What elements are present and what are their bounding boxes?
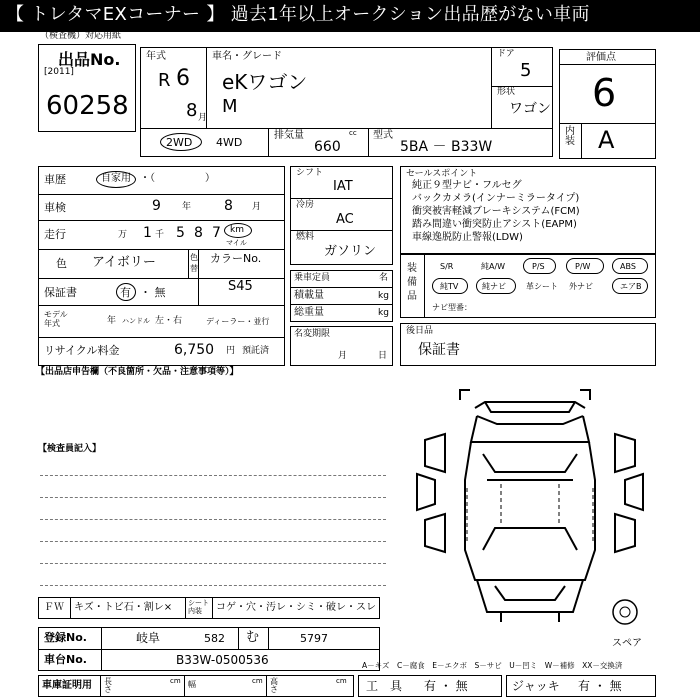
fw-label: ＦＷ xyxy=(44,602,64,613)
doors-value: 5 xyxy=(520,60,532,81)
recycle-note: 預託済 xyxy=(242,346,270,356)
load-unit: kg xyxy=(378,291,389,301)
equip-abs: ABS xyxy=(620,262,636,271)
chassis-label: 車台No. xyxy=(44,653,87,666)
year-value: 6 xyxy=(176,66,190,91)
inspection-month: 8 xyxy=(224,198,233,214)
lot-label: 出品No. xyxy=(58,50,121,69)
registration-office: 岐阜 xyxy=(136,631,161,645)
score-label: 評価点 xyxy=(586,52,616,63)
garage-height: 高さ xyxy=(270,677,278,694)
fuel-value: ガソリン xyxy=(324,244,377,259)
equip-ps: P/S xyxy=(532,262,545,271)
equip-sr: S/R xyxy=(440,262,454,271)
month-value: 8 xyxy=(186,100,198,121)
tools-label: 工 具 xyxy=(366,679,403,693)
color-no-value: S45 xyxy=(228,279,253,294)
reg-deadline-month: 月 xyxy=(338,351,348,361)
model-value: 5BA － B33W xyxy=(400,139,493,155)
mileage-d3: 8 xyxy=(194,225,203,241)
damage-legend: A－キズ C－腐食 E－エクボ S－サビ U－凹ミ W－補修 XX－交換済 xyxy=(362,661,623,670)
weight-unit: kg xyxy=(378,308,389,318)
chassis-value: B33W-0500536 xyxy=(176,653,269,667)
mileage-d4: 7 xyxy=(212,225,221,241)
inspection-year-unit: 年 xyxy=(182,202,192,212)
spare-label: スペア xyxy=(612,638,642,649)
mileage-mile: マイル xyxy=(226,239,247,247)
seller-notes-label: 【出品店申告欄（不良箇所・欠品・注意事項等）】 xyxy=(36,367,239,377)
garage-length: 長さ xyxy=(104,677,112,694)
seat-label: シート内装 xyxy=(188,599,209,615)
doors-label: ドア xyxy=(497,49,515,59)
equip-leather: 革シート xyxy=(526,282,558,291)
car-grade: M xyxy=(222,96,238,117)
displacement-label: 排気量 xyxy=(274,130,304,141)
registration-class: 582 xyxy=(204,632,225,645)
load-label: 積載量 xyxy=(294,290,324,301)
jack-label: ジャッキ xyxy=(512,679,560,693)
mileage-d1: 1 xyxy=(143,225,152,241)
year-era: R xyxy=(158,70,171,91)
selling-points-label: セールスポイント xyxy=(406,169,478,179)
score-value: 6 xyxy=(592,71,617,115)
shape-value: ワゴン xyxy=(509,101,551,117)
mileage-d2: 5 xyxy=(176,225,185,241)
model-year-unit: 年 xyxy=(107,316,117,326)
garage-height-unit: cm xyxy=(336,677,347,685)
interior-label: 内装 xyxy=(565,126,575,147)
equip-pw: P/W xyxy=(575,262,591,271)
color-label: 色 xyxy=(56,257,67,270)
sub-note: （検査機）対応用紙 xyxy=(40,31,122,41)
cc-unit: cc xyxy=(349,129,357,137)
warranty-rest: ・ 無 xyxy=(140,286,166,299)
capacity-unit: 名 xyxy=(379,273,389,283)
history-own: 自家用 xyxy=(101,173,131,184)
jack-value: 有 ・ 無 xyxy=(578,679,622,693)
equip-aftermarket-navi: 外ナビ xyxy=(569,282,593,291)
weight-label: 総重量 xyxy=(294,307,324,318)
registration-label: 登録No. xyxy=(44,631,87,644)
lot-stamp: [2011] xyxy=(44,67,74,77)
handle-lr: 左・右 xyxy=(155,316,183,326)
model-label: 型式 xyxy=(373,130,393,141)
drive-4wd: 4WD xyxy=(216,136,243,149)
garage-width: 幅 xyxy=(188,680,196,689)
ac-label: 冷房 xyxy=(296,200,315,210)
color-value: アイボリー xyxy=(92,255,156,270)
shape-label: 形状 xyxy=(497,87,516,97)
color-change-label: 色替 xyxy=(190,253,198,273)
registration-number: 5797 xyxy=(300,632,328,645)
fw-items: キズ・トビ石・割レ× xyxy=(74,602,173,613)
later-value: 保証書 xyxy=(418,342,460,358)
selling-point-3: 衝突被害軽減ブレーキシステム(FCM) xyxy=(412,206,580,217)
tools-value: 有 ・ 無 xyxy=(424,679,468,693)
inspection-month-unit: 月 xyxy=(252,202,262,212)
equip-airbag: エアB xyxy=(620,282,642,291)
drive-2wd: 2WD xyxy=(166,136,193,149)
banner-title: 【 トレタマEXコーナー 】 過去1年以上オークション出品歴がない車両 xyxy=(6,4,590,25)
equip-aw: 純A/W xyxy=(481,262,506,271)
mileage-sen: 千 xyxy=(155,230,165,240)
handle-label: ハンドル xyxy=(122,317,150,325)
equip-tv: 純TV xyxy=(440,282,459,291)
interior-value: A xyxy=(598,126,615,154)
equip-navi: 純ナビ xyxy=(482,282,506,291)
history-rest: ・（ ） xyxy=(140,173,215,184)
lot-number: 60258 xyxy=(46,91,129,121)
inspection-label: 車検 xyxy=(44,201,66,214)
car-diagram xyxy=(405,380,655,630)
mileage-unit: km xyxy=(230,225,244,235)
mileage-label: 走行 xyxy=(44,228,66,241)
warranty-label: 保証書 xyxy=(44,286,77,299)
history-label: 車歴 xyxy=(44,173,66,186)
recycle-label: リサイクル料金 xyxy=(44,344,120,357)
recycle-value: 6,750 xyxy=(174,342,215,358)
garage-label: 車庫証明用 xyxy=(42,680,92,691)
reg-deadline-label: 名変期限 xyxy=(294,329,331,339)
warranty-yes: 有 xyxy=(120,286,131,299)
garage-width-unit: cm xyxy=(252,677,263,685)
garage-length-unit: cm xyxy=(170,677,181,685)
detail-table xyxy=(38,166,285,366)
selling-point-2: バックカメラ(インナーミラータイプ) xyxy=(412,193,580,204)
reg-deadline-day: 日 xyxy=(378,351,388,361)
later-label: 後日品 xyxy=(406,326,434,336)
color-no-label: カラーNo. xyxy=(210,252,262,265)
year-label: 年式 xyxy=(146,51,166,62)
dealer-label: ディーラー・並行 xyxy=(206,317,270,326)
shift-value: IAT xyxy=(333,179,353,194)
registration-kana: む xyxy=(246,630,260,645)
inspection-year: 9 xyxy=(152,198,161,214)
ac-value: AC xyxy=(336,212,354,227)
seat-items: コゲ・穴・汚レ・シミ・破レ・スレ xyxy=(216,602,376,613)
model-year-label: モデル年式 xyxy=(44,310,68,328)
navi-model-label: ナビ型番： xyxy=(432,303,472,312)
inspector-notes-label: 【検査員記入】 xyxy=(38,444,102,454)
mileage-man: 万 xyxy=(118,230,128,240)
displacement-value: 660 xyxy=(314,139,341,155)
capacity-label: 乗車定員 xyxy=(294,273,331,283)
car-name: eKワゴン xyxy=(222,70,308,94)
fuel-label: 燃料 xyxy=(296,232,315,242)
selling-point-1: 純正９型ナビ・フルセグ xyxy=(412,180,522,191)
equipment-label: 装備品 xyxy=(407,263,417,302)
recycle-unit: 円 xyxy=(226,346,236,356)
name-label: 車名・グレード xyxy=(212,51,282,62)
shift-label: シフト xyxy=(296,168,324,178)
month-unit: 月 xyxy=(198,113,208,123)
selling-point-5: 車線逸脱防止警報(LDW) xyxy=(412,232,523,243)
selling-point-4: 踏み間違い衝突防止アシスト(EAPM) xyxy=(412,219,577,230)
